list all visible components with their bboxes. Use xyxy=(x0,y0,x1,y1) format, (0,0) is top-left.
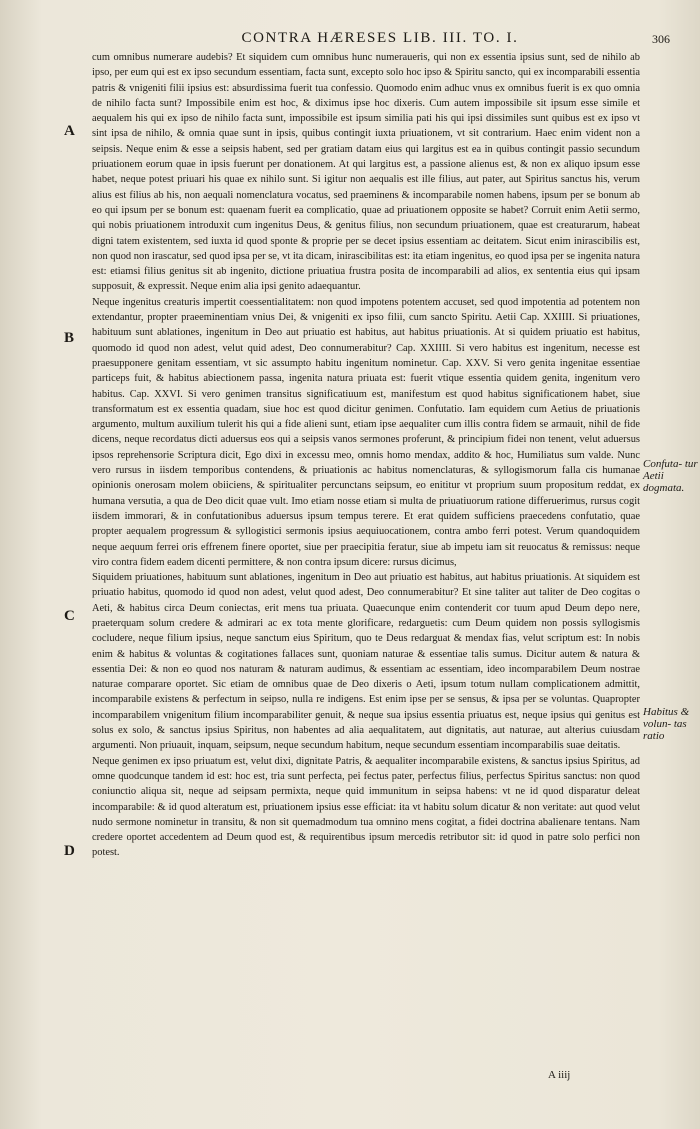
paragraph-c: Siquidem priuationes, habituum sunt ablationes, ingenitum in Deo aut priuatio est habitus, aut habitus priuationis. At siquidem est priuatio habitus, quomodo id quod non adest, velut quod adest, Deo connumerabitur? Et sine taliter aut taliter de Deo cogitas o Aeti, & habitus circa Deum coniectas, erit mens tua priuata. Quaecunque enim contenderit cor tuum apud Deum depo nere, praeterquam solum credere & admirari ac ex tota mente glorificare, redarguetis: cum Deum quidem non possis syllogismis cocludere, neque filium ipsius, neque sanctum eius Spiritum, quo te Deus redarguat & mendax fias, velut scriptum est: In nobis enim & habitus & voluntas & cogitationes fallaces sunt, quoniam naturae & essentiae talis sumus. Dicitur autem & natura & essentia Dei: & non eo quod nos naturam & naturam audimus, & essentiam ac essentiam, ideo incomparabilem Deum nostrae naturae comparare oportet. Sic etiam de omnibus quae de Deo dixeris o Aeti, ipsum totum nullam complicationem admittit, incomparabile existens & perfectum in seipso, nulla re indigens. Est enim ipse per se sensus, & ipsa per se voluntas. Quapropter incomparabilem vnigenitum filium incomparabiliter genuit, & neque sua ipsius essentia priuatus est, neque ipsius qui genitus est solus ex solo, & sanctus ipsius Spiritus, non habentes ad alia aequalitatem, aut dignitatis, aut naturae, aut alterius cuiusdam argumenti. Non priuauit, inquam, seipsum, neque secundum habitum, neque secundum essentiam incomparabilis suae deitatis. xyxy=(92,572,640,752)
running-title: CONTRA HÆRESES LIB. III. TO. I. xyxy=(241,30,519,46)
folio-number: 306 xyxy=(652,32,670,46)
main-text-column xyxy=(92,50,640,861)
paragraph-a: cum omnibus numerare audebis? Et siquidem cum omnibus hunc numeraueris, qui non ex essentia ipsius sunt, sed de nihilo ab ipso, per eum qui est ex ipso secundum essentiam, facta sunt, excepto solo hoc ipso & Spiritu sancto, qui ex incomparabili essentia patris & vnigeniti filii ipsius est: absurdissima fuerit tua confessio. Quomodo enim adhuc vnus ex omnibus fuerit is ex quo omnia de nihilo facta sunt? Impossibile enim est hoc, & diximus ipse hoc dixeris. Cum autem impossibile sit ipsum esse simile et aequalem his qui ex ipso de nihilo facta sunt, impossibile est ipsum similia pati his qui ipsi dissimiles sunt quibus est ex ipso vt sint ipsa de nihilo, & omnia quae sunt in ipsis, quibus contingit iuxta priuationem, vt sit contrarium. Haec enim vident non a seipsis. Neque enim & esse a seipsis habent, sed per gratiam datam eius qui largitus est ea in quibus contingit passio secundum priuationem eorum quae in ipsis fuerunt per donationem. At qui largitus est, a passione alienus est, & non ex aliquo ipsum esse habet, neque potest priuari his quae ex nihilo sunt. Si igitur non aequalis est ille filius, aut pater, aut Spiritus sanctus his, verum alius est filius ab his, non aequali nomenclatura vocatus, sed praeminens & incomparabile nomen habens, ipsum per se bonum ab eo qui ipsum per se bonum est: quaenam fuerit ea complicatio, quae ad priuationem opposite se habet? Corruit enim Aetii sermo, qui nobis priuationem introduxit cum ingenitus Deus, & genitus filius, non secundum priuationem, quae est creaturarum, habeat digni tatem existentem, sed iuxta id quod sponte & proprie per se decet ipsius essentiam ac deitatem. Sicut enim inirascibilis est, non quod non irascatur, sed quod ipsa per se, vt ita dicam, inirascibilitas est: ita etiam ingenitus, eo quod ipsa per se ingenita natura est: etiamsi filius genitus sit ab ingenito, dictione priuatiua frustra posita de incomparabili ad alios, ex sententia eius qui ipsam supposuit, & expressit. Neque enim alia ipsi genito adaequantur. xyxy=(92,52,640,293)
section-marker-b: B xyxy=(64,330,75,346)
margin-note-habitus: Habitus & volun- tas ratio xyxy=(643,706,690,742)
paragraph-d: Neque genimen ex ipso priuatum est, velut dixi, dignitate Patris, & aequaliter incomparabile existens, & sanctus ipsius Spiritus, ad omne quodcunque tandem id est: hoc est, tria sunt perfecta, pei fectus pater, perfectus filius, perfectus Spiritus sanctus: non quod coniunctio aliqua sit, neque ad seipsam permixta, neque quid immunitum in seipsa habens: vt ne id quod disparatur deleat incomparabile: & id quod alteratum est, priuationem ipsius esse efficiat: ita vt habitu solum dicatur & non veritate: aut quod velut nudo sermone nominetur in transitu, & non sit quemadmodum tua omnino mens cogitat, a fidei doctrina abalienare tentans. Nam credere oportet accedentem ad Deum quod est, & requirentibus ipsum mercedis retributor sit: id quod in patre solo perfici non potest. xyxy=(92,755,640,859)
section-marker-d: D xyxy=(64,843,75,859)
margin-note-confutation: Confuta- tur Aetii dogmata. xyxy=(643,458,698,494)
section-marker-a: A xyxy=(64,123,75,139)
signature-mark: A iiij xyxy=(548,1069,571,1081)
paragraph-b: Neque ingenitus creaturis impertit coessentialitatem: non quod impotens potentem accuset, sed quod impotentia ad potentem non extendantur, propter praeeminentiam vnius Dei, & vnigeniti ex ipso filii, cum sancto Spiritu. Aetii Cap. XXIIII. Si priuationes, habituum sunt ablationes, ingenitum in Deo aut priuatio est habitus, aut habitus priuationis. At si quidem priuatio est habitus, quomodo id quod non adest, velut quid adest, Deo connumerabitur? Cap. XXIIII. Si vero habitus est ingenitum, necesse est praesupponere genitam essentiam, vt sic assumpto habitu ingenitum nominetur. Cap. XXV. Si vero genita ingenitae essentiae particeps fuit, & habitus abiectionem passa, ingenita natura priuata est: fuerit vtique essentia quidem genita, ingenitum vero habitus. Cap. XXVI. Si vero genimen transitus significatiuum est, manifestum est quod habitus significationem habet, siue transformatum est ex essentia quadam, siue hoc est quod dicitur genimen. Confutatio. Iam equidem cum Aetius de priuationis argumento, multum auxilium tulerit his qui a fide alieni sunt, etiam ipse aequaliter cum illis contra fidem se armauit, nihil de fide dicens, neque recordatus dicti aduersus eos qui a seipsis vanos sermones proferunt, & principium fidei non tenent, velut aduersus ipsos reprehensorie Scriptura dicit, Ego dixi in excessu meo, omnis homo mendax, addito & hoc, Humiliatus sum valde. Nunc vero rursus in iisdem temporibus contendens, & priuationis ac habitus nomenclaturas, & syllogismorum falla cis humanae opinionis onerosam molem obiiciens, & spiritualiter percunctans seipsum, eo enititur vt proprium suum propositum reddat, ex humana versutia, a qua de Deo dicit quae vult. Imo etiam nosse etiam si multa de priuatiuorum ratione differuerimus, rursus cogit iisdem immorari, & in confutationibus aduersus ipsum tempus terere. Et erat quidem sufficiens praecedens confutatio, quae propter aequalem progressum & syllogistici sermonis ipsius aequiuocationem, contra ambo ferri potest. Verum quandoquidem neque aequum ferrei oris effrenem finere oportet, siue per praecipitia feratur, siue ab impetu iam sit reuocatus & remissus: neque viro contra fidem eadem dicenti permittere, & non contra ipsum dicere: rursus dicimus, xyxy=(92,296,640,568)
section-marker-c: C xyxy=(64,608,75,624)
